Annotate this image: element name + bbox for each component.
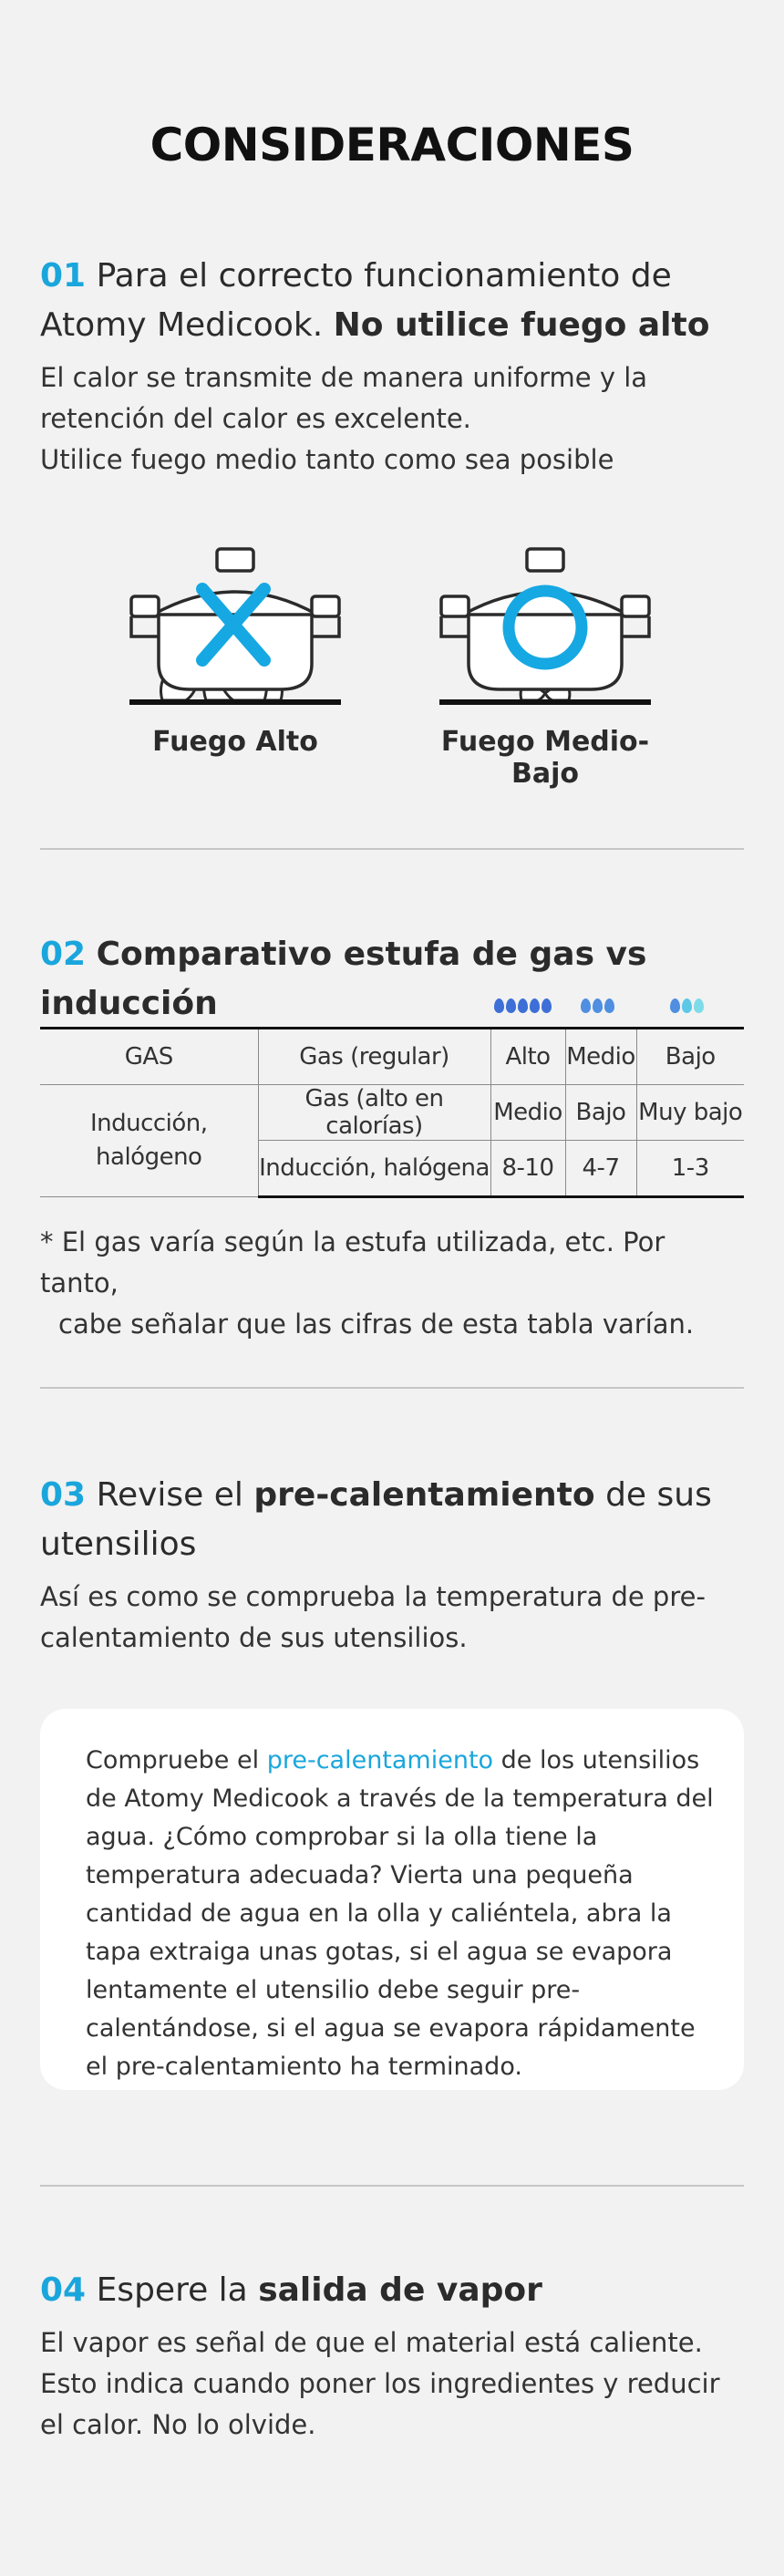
divider <box>40 848 744 850</box>
drops-medium-icon <box>581 998 616 1017</box>
section-01-heading <box>40 252 744 350</box>
table-cell: Medio <box>490 1085 565 1141</box>
section-04-heading-bold: salida de vapor <box>258 2271 542 2309</box>
table-row <box>40 1029 744 1085</box>
card-text-post: de los utensilios de Atomy Medicook a través de la temperatura del agua. ¿Cómo comprobar si la olla tiene la temperatura adecuada? Vierta una pequeña cantidad de agua en la olla y caliéntela, abra la tapa extraiga unas gotas, si el agua se evapora lentamente el utensilio debe seguir pre-calentándose, si el agua se evapora rápidamente el pre-calentamiento ha terminado. <box>86 1746 714 2081</box>
section-04-number: 04 <box>40 2271 87 2309</box>
preheat-info-text <box>86 1742 717 2086</box>
section-03-body: Así es como se comprueba la temperatura de pre-calentamiento de sus utensilios. <box>40 1581 706 1653</box>
section-01-body-2: Utilice fuego medio tanto como sea posible <box>40 444 614 475</box>
section-01-heading-bold: No utilice fuego alto <box>333 306 710 344</box>
table-row <box>40 1085 744 1141</box>
section-03-number: 03 <box>40 1476 87 1514</box>
table-cell: Bajo <box>565 1085 636 1141</box>
section-01-body-1: El calor se transmite de manera uniforme y la retención del calor es excelente. <box>40 362 648 434</box>
table-note-line-1: * El gas varía según la estufa utilizada, etc. Por tanto, <box>40 1226 665 1298</box>
section-02-heading <box>40 930 744 1029</box>
section-04-body-1: El vapor es señal de que el material está caliente. <box>40 2327 703 2358</box>
section-04-heading <box>40 2266 744 2315</box>
card-text-pre: Compruebe el <box>86 1746 260 1774</box>
section-01-heading-text: Para el correcto funcionamiento de Atomy Medicook. <box>40 257 672 344</box>
table-cell: Gas (regular) <box>258 1029 490 1085</box>
label-high-fire: Fuego Alto <box>152 726 318 758</box>
table-group-label: Inducción, halógeno <box>40 1085 258 1197</box>
section-03-heading-pre: Revise el <box>96 1476 243 1514</box>
section-02-number: 02 <box>40 936 87 973</box>
label-medium-fire: Fuego Medio-Bajo <box>440 726 650 790</box>
section-01-number: 01 <box>40 257 87 295</box>
page-title: CONSIDERACIONES <box>150 119 634 171</box>
table-cell: Alto <box>490 1029 565 1085</box>
section-02-heading-text: Comparativo estufa de gas vs inducción <box>40 936 647 1022</box>
drops-low-icon <box>670 998 706 1017</box>
section-03-heading-post: de sus utensilios <box>40 1476 712 1563</box>
section-02 <box>40 930 744 1029</box>
pot-medium-fire-icon <box>436 543 655 708</box>
drops-high-icon <box>494 998 553 1017</box>
section-03-heading <box>40 1471 744 1569</box>
table-cell: GAS <box>40 1029 258 1085</box>
table-cell: 1-3 <box>636 1141 744 1197</box>
table-note <box>40 1222 751 1345</box>
table-cell: 8-10 <box>490 1141 565 1197</box>
table-cell: Inducción, halógena <box>258 1141 490 1197</box>
table-cell: Gas (alto en calorías) <box>258 1085 490 1141</box>
section-04-body-2: Esto indica cuando poner los ingredientes y reducir el calor. No lo olvide. <box>40 2368 720 2440</box>
table-cell: Muy bajo <box>636 1085 744 1141</box>
pot-high-fire-icon <box>126 543 345 708</box>
table-cell: 4-7 <box>565 1141 636 1197</box>
table-cell: Bajo <box>636 1029 744 1085</box>
section-03-heading-bold: pre-calentamiento <box>253 1476 595 1514</box>
preheat-info-card <box>40 1709 744 2090</box>
card-highlight: pre-calentamiento <box>266 1746 494 1774</box>
section-04-heading-pre: Espere la <box>96 2271 248 2309</box>
section-04 <box>40 2266 744 2446</box>
divider <box>40 2185 744 2187</box>
table-cell: Medio <box>565 1029 636 1085</box>
table-note-line-2: cabe señalar que las cifras de esta tabla varían. <box>58 1309 695 1340</box>
section-01 <box>40 252 744 481</box>
section-03 <box>40 1471 744 1659</box>
comparison-table <box>40 1027 744 1198</box>
divider <box>40 1387 744 1389</box>
